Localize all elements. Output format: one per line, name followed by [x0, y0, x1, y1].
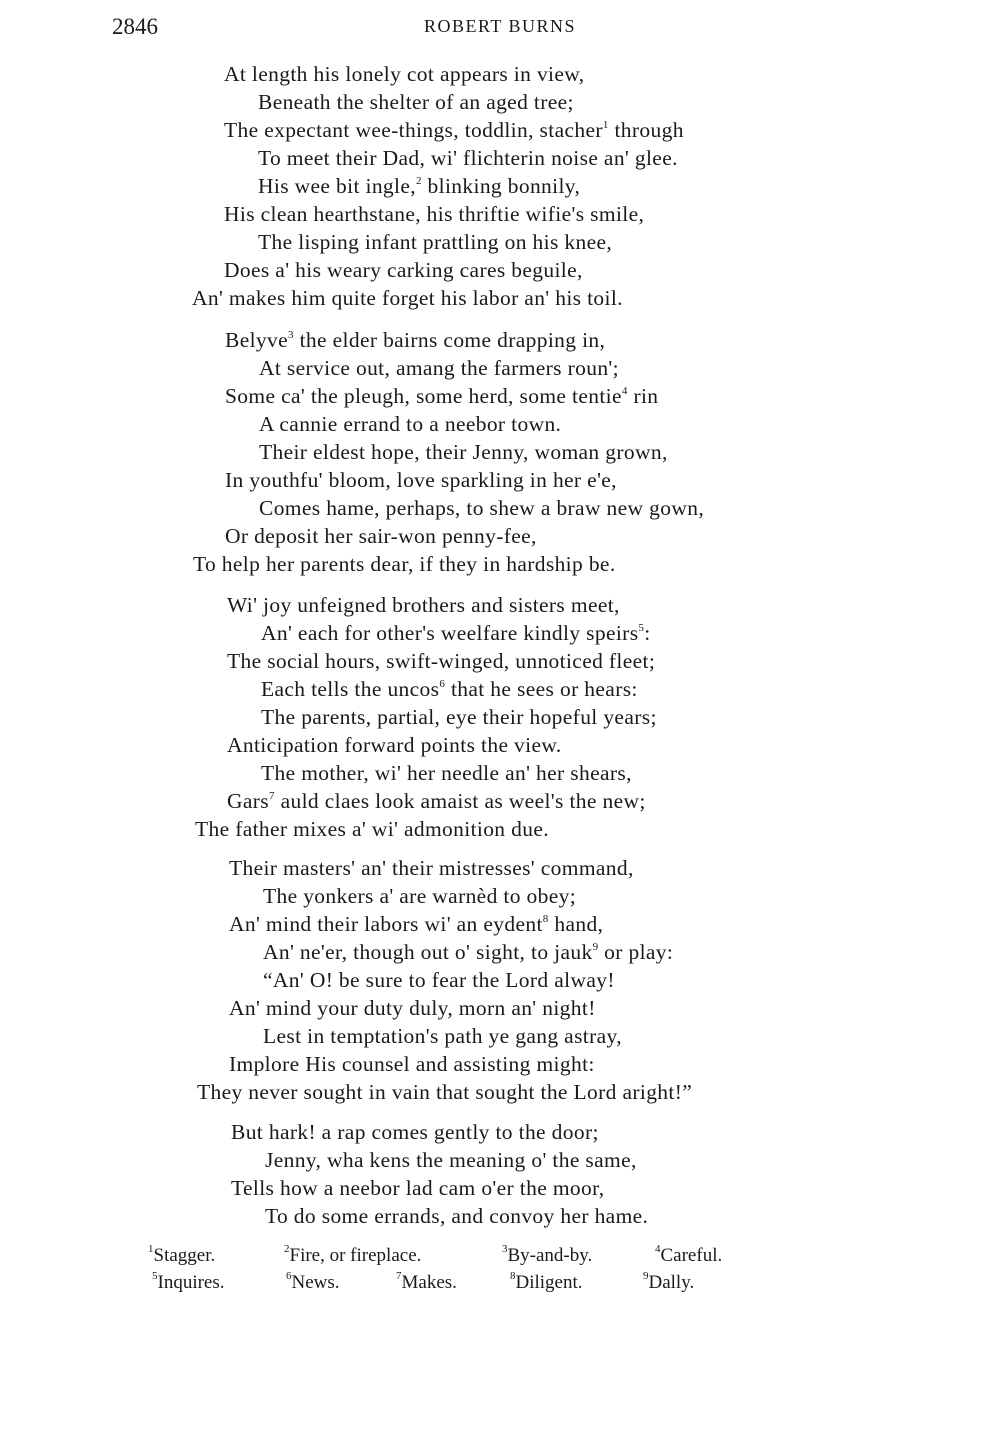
- poem-line: [229, 858, 634, 880]
- poem-line: [227, 735, 562, 757]
- footnote-text: Makes.: [401, 1272, 457, 1293]
- footnote-marker: 1: [602, 119, 609, 131]
- line-text-continued: hand,: [548, 912, 604, 936]
- line-text-continued: :: [644, 621, 651, 645]
- line-text: An' each for other's weelfare kindly speirs: [261, 621, 639, 645]
- poem-line: [224, 120, 684, 142]
- line-text: Gars: [227, 789, 269, 813]
- line-text: They never sought in vain that sought the Lord aright!”: [197, 1080, 693, 1104]
- line-text-continued: that he sees or hears:: [445, 677, 638, 701]
- line-text: Comes hame, perhaps, to shew a braw new gown,: [259, 496, 705, 520]
- line-text: His clean hearthstane, his thriftie wifie's smile,: [224, 202, 645, 226]
- line-text: A cannie errand to a neebor town.: [259, 412, 562, 436]
- line-text: To help her parents dear, if they in hardship be.: [193, 552, 616, 576]
- line-text: Their masters' an' their mistresses' command,: [229, 856, 634, 880]
- poem-line: [225, 526, 537, 548]
- line-text: In youthfu' bloom, love sparkling in her e'e,: [225, 468, 617, 492]
- poem-line: [231, 1178, 604, 1200]
- line-text: The parents, partial, eye their hopeful years;: [261, 705, 657, 729]
- footnote-text: Diligent.: [515, 1272, 583, 1293]
- poem-line: [265, 1206, 648, 1228]
- poem-line: [224, 64, 584, 86]
- footnote-marker: 2: [415, 175, 422, 187]
- poem-line: [225, 330, 605, 352]
- footnote-text: Fire, or fireplace.: [289, 1245, 422, 1266]
- footnote: [286, 1270, 340, 1293]
- footnote-marker: 4: [621, 385, 628, 397]
- poem-line: [261, 623, 651, 645]
- footnote-number: 7: [396, 1270, 402, 1282]
- poem-line: [263, 970, 615, 992]
- poem-line: [231, 1122, 599, 1144]
- footnote-text: Stagger.: [153, 1245, 216, 1266]
- footnote: [502, 1243, 593, 1266]
- poem-line: [224, 260, 583, 282]
- line-text-continued: blinking bonnily,: [421, 174, 581, 198]
- footnote: [284, 1243, 422, 1266]
- poem-line: [227, 595, 620, 617]
- footnote-number: 1: [148, 1243, 154, 1255]
- poem-line: [263, 942, 673, 964]
- line-text: Jenny, wha kens the meaning o' the same,: [265, 1148, 637, 1172]
- line-text: At length his lonely cot appears in view,: [224, 62, 585, 86]
- poem-line: [259, 442, 668, 464]
- poem-line: [229, 998, 596, 1020]
- poem-line: [263, 886, 576, 908]
- footnote-marker: 6: [439, 678, 446, 690]
- poem-line: [258, 176, 580, 198]
- poem-line: [192, 288, 623, 310]
- poem-line: [258, 148, 678, 170]
- line-text: The expectant wee-things, toddlin, stacher: [224, 118, 603, 142]
- poem-line: [225, 470, 617, 492]
- footnote: [148, 1243, 216, 1266]
- footnote-text: Careful.: [660, 1245, 723, 1266]
- poem-line: [227, 651, 655, 673]
- footnote-number: 4: [655, 1243, 661, 1255]
- line-text: Lest in temptation's path ye gang astray,: [263, 1024, 622, 1048]
- line-text-continued: the elder bairns come drapping in,: [293, 328, 606, 352]
- footnote-marker: 5: [638, 622, 645, 634]
- line-text: To meet their Dad, wi' flichterin noise an' glee.: [258, 146, 678, 170]
- footnote-text: Dally.: [648, 1272, 695, 1293]
- poem-line: [261, 707, 657, 729]
- poem-line: [259, 358, 619, 380]
- poem-line: [263, 1026, 622, 1048]
- poem-line: [195, 819, 549, 841]
- footnote-marker: 7: [269, 790, 275, 802]
- poem-line: [259, 414, 561, 436]
- line-text: An' ne'er, though out o' sight, to jauk: [263, 940, 593, 964]
- poem-line: [225, 386, 658, 408]
- line-text: Or deposit her sair-won penny-fee,: [225, 524, 537, 548]
- footnote: [396, 1270, 457, 1293]
- footnote-number: 6: [286, 1270, 292, 1282]
- poem-line: [258, 92, 574, 114]
- line-text: But hark! a rap comes gently to the door;: [231, 1120, 599, 1144]
- poem-line: [227, 791, 646, 813]
- footnote-number: 2: [284, 1243, 290, 1255]
- footnote: [643, 1270, 695, 1293]
- line-text: An' mind their labors wi' an eydent: [229, 912, 543, 936]
- footnote-text: Inquires.: [157, 1272, 225, 1293]
- footnote-marker: 9: [592, 941, 599, 953]
- line-text: Belyve: [225, 328, 288, 352]
- poem-line: [229, 1054, 595, 1076]
- line-text: Anticipation forward points the view.: [227, 733, 562, 757]
- line-text: Beneath the shelter of an aged tree;: [258, 90, 574, 114]
- footnote-number: 9: [643, 1270, 649, 1282]
- line-text-continued: or play:: [598, 940, 674, 964]
- poem-line: [193, 554, 616, 576]
- poem-line: [261, 679, 638, 701]
- footnote-marker: 3: [288, 329, 294, 341]
- line-text: Some ca' the pleugh, some herd, some tentie: [225, 384, 622, 408]
- line-text: The mother, wi' her needle an' her shears,: [261, 761, 632, 785]
- poem-line: [229, 914, 603, 936]
- footnote: [152, 1270, 225, 1293]
- line-text: The lisping infant prattling on his knee,: [258, 230, 613, 254]
- poem-line: [261, 763, 632, 785]
- line-text: Their eldest hope, their Jenny, woman grown,: [259, 440, 668, 464]
- footnote: [655, 1243, 723, 1266]
- footnote-text: By-and-by.: [507, 1245, 593, 1266]
- poem-line: [197, 1082, 692, 1104]
- footnote-marker: 8: [542, 913, 549, 925]
- line-text: The father mixes a' wi' admonition due.: [195, 817, 549, 841]
- line-text: At service out, amang the farmers roun';: [259, 356, 619, 380]
- line-text: Each tells the uncos: [261, 677, 440, 701]
- footnote: [510, 1270, 583, 1293]
- line-text: An' makes him quite forget his labor an' his toil.: [192, 286, 623, 310]
- page-number: 2846: [112, 14, 158, 39]
- line-text-continued: through: [608, 118, 684, 142]
- footnote-number: 3: [502, 1243, 508, 1255]
- poem-line: [224, 204, 644, 226]
- line-text: The yonkers a' are warnèd to obey;: [263, 884, 577, 908]
- footnote-number: 5: [152, 1270, 158, 1282]
- poem-line: [265, 1150, 637, 1172]
- line-text: The social hours, swift-winged, unnoticed fleet;: [227, 649, 656, 673]
- line-text-continued: auld claes look amaist as weel's the new;: [274, 789, 646, 813]
- footnote-text: News.: [291, 1272, 340, 1293]
- line-text: Tells how a neebor lad cam o'er the moor,: [231, 1176, 605, 1200]
- poem-line: [259, 498, 704, 520]
- line-text-continued: rin: [627, 384, 659, 408]
- line-text: “An' O! be sure to fear the Lord alway!: [263, 968, 615, 992]
- line-text: Wi' joy unfeigned brothers and sisters meet,: [227, 593, 620, 617]
- line-text: Does a' his weary carking cares beguile,: [224, 258, 583, 282]
- line-text: To do some errands, and convoy her hame.: [265, 1204, 649, 1228]
- footnote-number: 8: [510, 1270, 516, 1282]
- running-head: ROBERT BURNS: [423, 16, 577, 36]
- poem-line: [258, 232, 612, 254]
- line-text: An' mind your duty duly, morn an' night!: [229, 996, 596, 1020]
- line-text: His wee bit ingle,: [258, 174, 416, 198]
- line-text: Implore His counsel and assisting might:: [229, 1052, 595, 1076]
